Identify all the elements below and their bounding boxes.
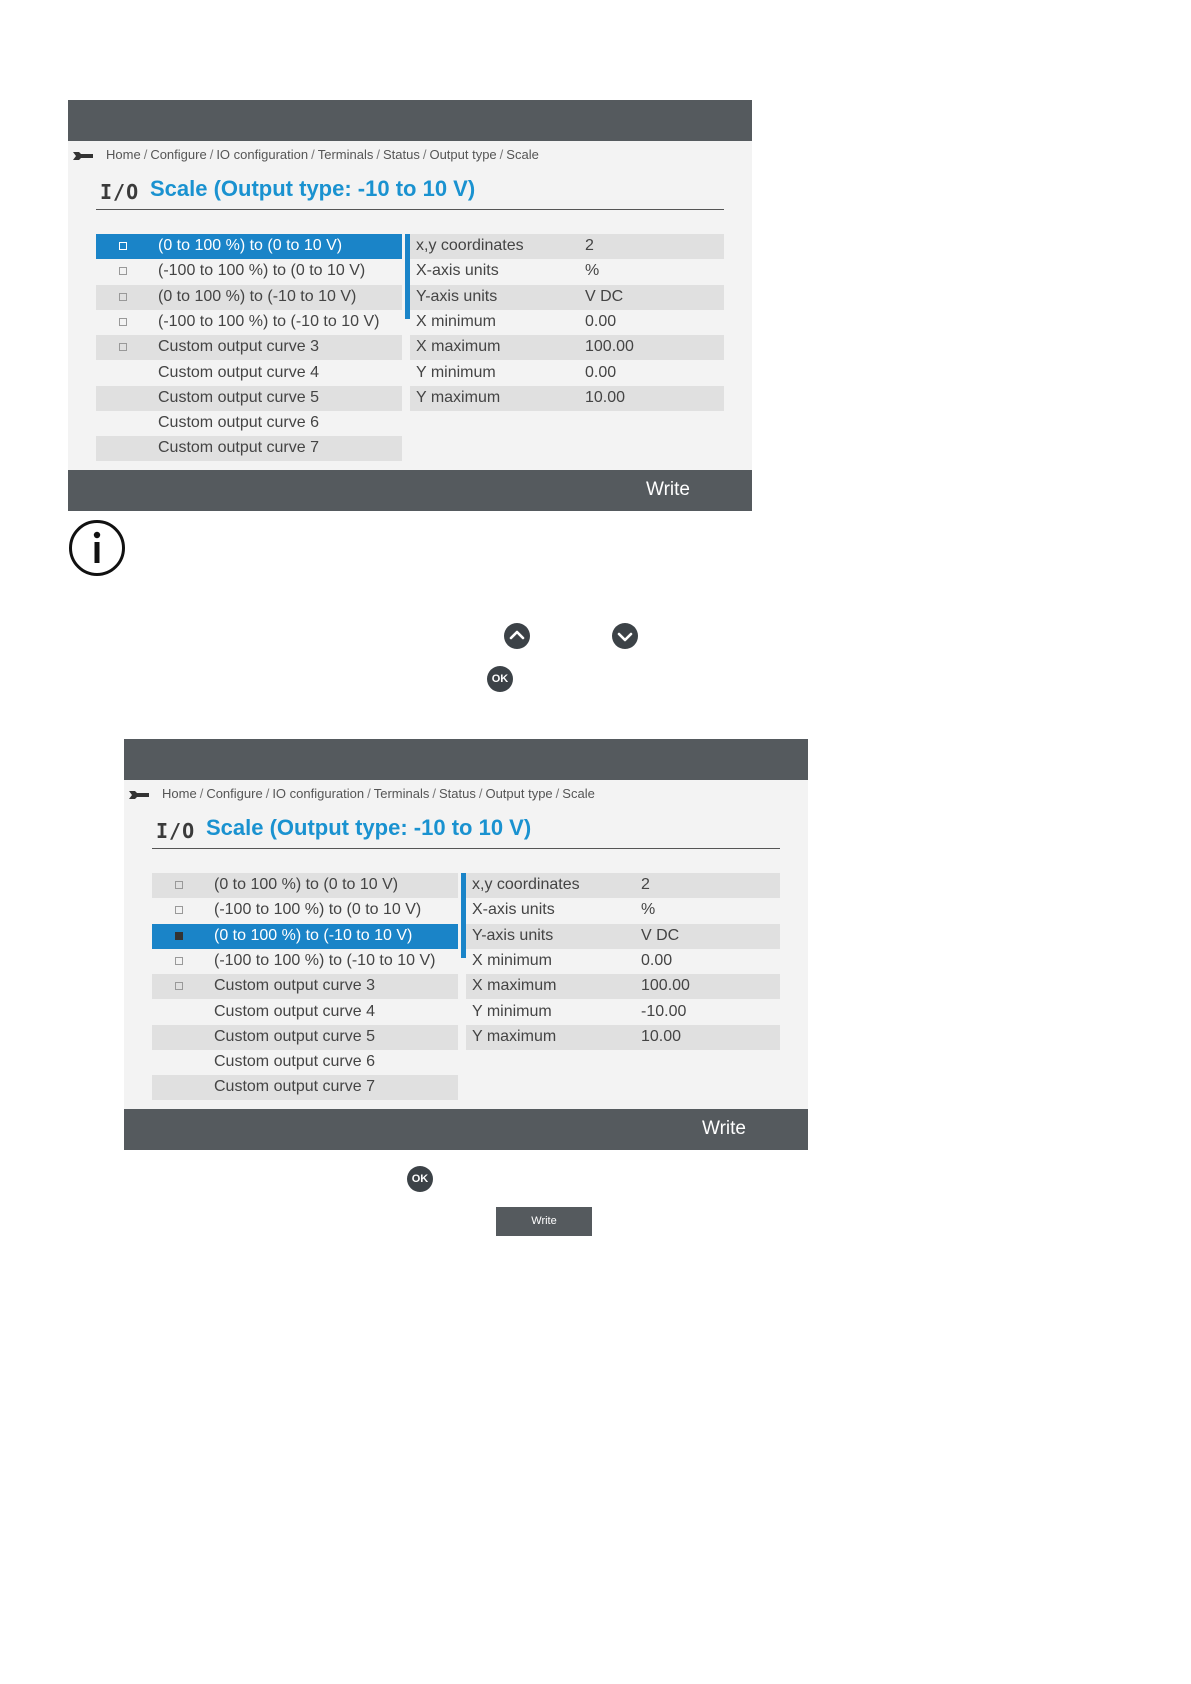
property-name: x,y coordinates bbox=[472, 876, 580, 893]
property-row bbox=[466, 898, 780, 923]
page-title: Scale (Output type: -10 to 10 V) bbox=[150, 176, 476, 201]
device-screen-after bbox=[124, 739, 808, 1150]
option-row[interactable] bbox=[96, 411, 402, 436]
property-name: X-axis units bbox=[416, 262, 499, 280]
property-row bbox=[410, 386, 724, 411]
property-value: 10.00 bbox=[585, 388, 626, 406]
option-label: Custom output curve 4 bbox=[158, 363, 319, 381]
property-row bbox=[410, 361, 724, 386]
property-value: 0.00 bbox=[585, 312, 617, 330]
property-value: 100.00 bbox=[585, 338, 634, 356]
option-row[interactable] bbox=[96, 310, 402, 335]
option-label: Custom output curve 5 bbox=[158, 388, 319, 406]
breadcrumb-item[interactable]: Terminals bbox=[373, 786, 430, 801]
property-row bbox=[466, 873, 780, 898]
property-name: Y maximum bbox=[416, 388, 501, 406]
property-row bbox=[410, 259, 724, 284]
property-value: 2 bbox=[585, 237, 594, 254]
property-value: -10.00 bbox=[641, 1002, 687, 1020]
option-row[interactable] bbox=[152, 1075, 458, 1100]
property-name: X minimum bbox=[416, 312, 497, 330]
breadcrumb-separator: / bbox=[422, 147, 427, 162]
property-name: Y-axis units bbox=[472, 926, 554, 944]
property-row bbox=[410, 335, 724, 360]
breadcrumb-item[interactable]: Configure bbox=[206, 786, 263, 801]
property-row bbox=[466, 949, 780, 974]
option-label: Custom output curve 6 bbox=[158, 414, 319, 432]
option-label: (-100 to 100 %) to (-10 to 10 V) bbox=[214, 951, 436, 969]
option-row[interactable] bbox=[96, 234, 402, 259]
option-row[interactable] bbox=[152, 974, 458, 999]
property-row bbox=[466, 1000, 780, 1025]
property-name: Y minimum bbox=[472, 1002, 552, 1020]
option-label: (0 to 100 %) to (0 to 10 V) bbox=[214, 876, 399, 893]
property-row bbox=[410, 285, 724, 310]
breadcrumb-separator: / bbox=[555, 786, 560, 801]
option-row[interactable] bbox=[96, 386, 402, 411]
top-bar bbox=[68, 100, 752, 141]
option-row[interactable] bbox=[152, 1050, 458, 1075]
property-row bbox=[410, 234, 724, 259]
breadcrumb-separator: / bbox=[367, 786, 371, 801]
option-row[interactable] bbox=[152, 1025, 458, 1050]
property-value: 0.00 bbox=[641, 951, 673, 969]
option-row[interactable] bbox=[96, 361, 402, 386]
io-icon: I/O bbox=[156, 819, 196, 843]
title-divider bbox=[96, 209, 724, 210]
option-label: Custom output curve 4 bbox=[214, 1002, 375, 1020]
breadcrumb-item[interactable]: Output type bbox=[429, 147, 497, 162]
option-checkbox[interactable] bbox=[119, 318, 127, 326]
option-checkbox[interactable] bbox=[175, 881, 183, 889]
option-row[interactable] bbox=[96, 436, 402, 461]
property-row bbox=[466, 1025, 780, 1050]
property-value: V DC bbox=[641, 926, 680, 944]
option-label: (0 to 100 %) to (-10 to 10 V) bbox=[214, 926, 413, 944]
write-softkey[interactable]: Write bbox=[702, 1118, 746, 1139]
breadcrumb-item[interactable]: Output type bbox=[485, 786, 553, 801]
property-name: x,y coordinates bbox=[416, 237, 524, 254]
breadcrumb-item[interactable]: Status bbox=[382, 147, 420, 162]
wrench-icon bbox=[129, 789, 149, 801]
ok-key-button[interactable]: OK bbox=[407, 1166, 433, 1192]
option-row[interactable] bbox=[96, 285, 402, 310]
down-key-button[interactable] bbox=[612, 623, 638, 649]
property-value: V DC bbox=[585, 287, 624, 305]
breadcrumb bbox=[162, 786, 595, 801]
breadcrumb-separator: / bbox=[376, 147, 380, 162]
page-title: Scale (Output type: -10 to 10 V) bbox=[206, 815, 532, 840]
breadcrumb-separator: / bbox=[265, 786, 270, 801]
property-name: X-axis units bbox=[472, 901, 555, 919]
breadcrumb-item[interactable]: IO configuration bbox=[272, 786, 365, 801]
option-label: Custom output curve 7 bbox=[214, 1078, 375, 1096]
property-value: 2 bbox=[641, 876, 650, 893]
option-checkbox[interactable] bbox=[119, 293, 127, 301]
property-value: 0.00 bbox=[585, 363, 617, 381]
option-label: (0 to 100 %) to (0 to 10 V) bbox=[158, 237, 343, 254]
property-name: X minimum bbox=[472, 951, 553, 969]
property-row bbox=[466, 974, 780, 999]
breadcrumb-separator: / bbox=[199, 786, 204, 801]
option-label: (-100 to 100 %) to (0 to 10 V) bbox=[158, 262, 366, 280]
option-checkbox[interactable] bbox=[175, 957, 183, 965]
bottom-bar bbox=[68, 470, 752, 511]
breadcrumb-item[interactable]: Scale bbox=[506, 147, 539, 162]
property-name: Y-axis units bbox=[416, 287, 498, 305]
option-label: Custom output curve 7 bbox=[158, 439, 319, 457]
breadcrumb-item[interactable]: Home bbox=[162, 786, 197, 801]
option-label: Custom output curve 6 bbox=[214, 1053, 375, 1071]
breadcrumb-item[interactable]: Home bbox=[106, 147, 141, 162]
option-row[interactable] bbox=[152, 949, 458, 974]
title-divider bbox=[152, 848, 780, 849]
breadcrumb-item[interactable]: Terminals bbox=[317, 147, 374, 162]
property-name: X maximum bbox=[472, 977, 557, 995]
option-row[interactable] bbox=[152, 873, 458, 898]
option-label: (-100 to 100 %) to (-10 to 10 V) bbox=[158, 312, 380, 330]
option-label: (-100 to 100 %) to (0 to 10 V) bbox=[214, 901, 422, 919]
option-row[interactable] bbox=[152, 898, 458, 923]
option-checkbox[interactable] bbox=[175, 932, 183, 940]
write-softkey[interactable]: Write bbox=[646, 479, 690, 500]
property-name: Y minimum bbox=[416, 363, 496, 381]
info-icon bbox=[68, 519, 126, 577]
breadcrumb-separator: / bbox=[499, 147, 504, 162]
option-checkbox[interactable] bbox=[119, 242, 127, 250]
scale-option-list[interactable] bbox=[96, 234, 402, 464]
option-row[interactable] bbox=[96, 259, 402, 284]
breadcrumb-separator: / bbox=[143, 147, 148, 162]
property-row bbox=[466, 924, 780, 949]
property-value: % bbox=[641, 901, 656, 919]
property-name: Y maximum bbox=[472, 1027, 557, 1045]
wrench-icon bbox=[73, 150, 93, 162]
up-key-button[interactable] bbox=[504, 623, 530, 649]
bottom-bar bbox=[124, 1109, 808, 1150]
ok-key-button[interactable]: OK bbox=[487, 666, 513, 692]
breadcrumb-item[interactable]: IO configuration bbox=[216, 147, 309, 162]
breadcrumb-item[interactable]: Scale bbox=[562, 786, 595, 801]
breadcrumb-separator: / bbox=[209, 147, 214, 162]
property-name: X maximum bbox=[416, 338, 501, 356]
option-row[interactable] bbox=[96, 335, 402, 360]
property-value: 10.00 bbox=[641, 1027, 682, 1045]
breadcrumb bbox=[106, 147, 539, 162]
scale-option-list[interactable] bbox=[152, 873, 458, 1103]
option-label: Custom output curve 3 bbox=[214, 977, 375, 995]
breadcrumb-separator: / bbox=[478, 786, 483, 801]
chevron-down-icon bbox=[612, 623, 638, 649]
option-label: (0 to 100 %) to (-10 to 10 V) bbox=[158, 287, 357, 305]
breadcrumb-separator: / bbox=[311, 147, 315, 162]
write-button[interactable]: Write bbox=[496, 1207, 592, 1236]
option-checkbox[interactable] bbox=[175, 906, 183, 914]
option-label: Custom output curve 5 bbox=[214, 1027, 375, 1045]
breadcrumb-item[interactable]: Configure bbox=[150, 147, 207, 162]
option-checkbox[interactable] bbox=[175, 982, 183, 990]
option-label: Custom output curve 3 bbox=[158, 338, 319, 356]
option-row[interactable] bbox=[152, 924, 458, 949]
property-row bbox=[410, 310, 724, 335]
top-bar bbox=[124, 739, 808, 780]
option-row[interactable] bbox=[152, 1000, 458, 1025]
option-checkbox[interactable] bbox=[119, 267, 127, 275]
property-value: % bbox=[585, 262, 600, 280]
chevron-up-icon bbox=[504, 623, 530, 649]
breadcrumb-item[interactable]: Status bbox=[438, 786, 476, 801]
option-checkbox[interactable] bbox=[119, 343, 127, 351]
property-value: 100.00 bbox=[641, 977, 690, 995]
device-screen-before bbox=[68, 100, 752, 511]
breadcrumb-separator: / bbox=[432, 786, 436, 801]
io-icon: I/O bbox=[100, 180, 140, 204]
